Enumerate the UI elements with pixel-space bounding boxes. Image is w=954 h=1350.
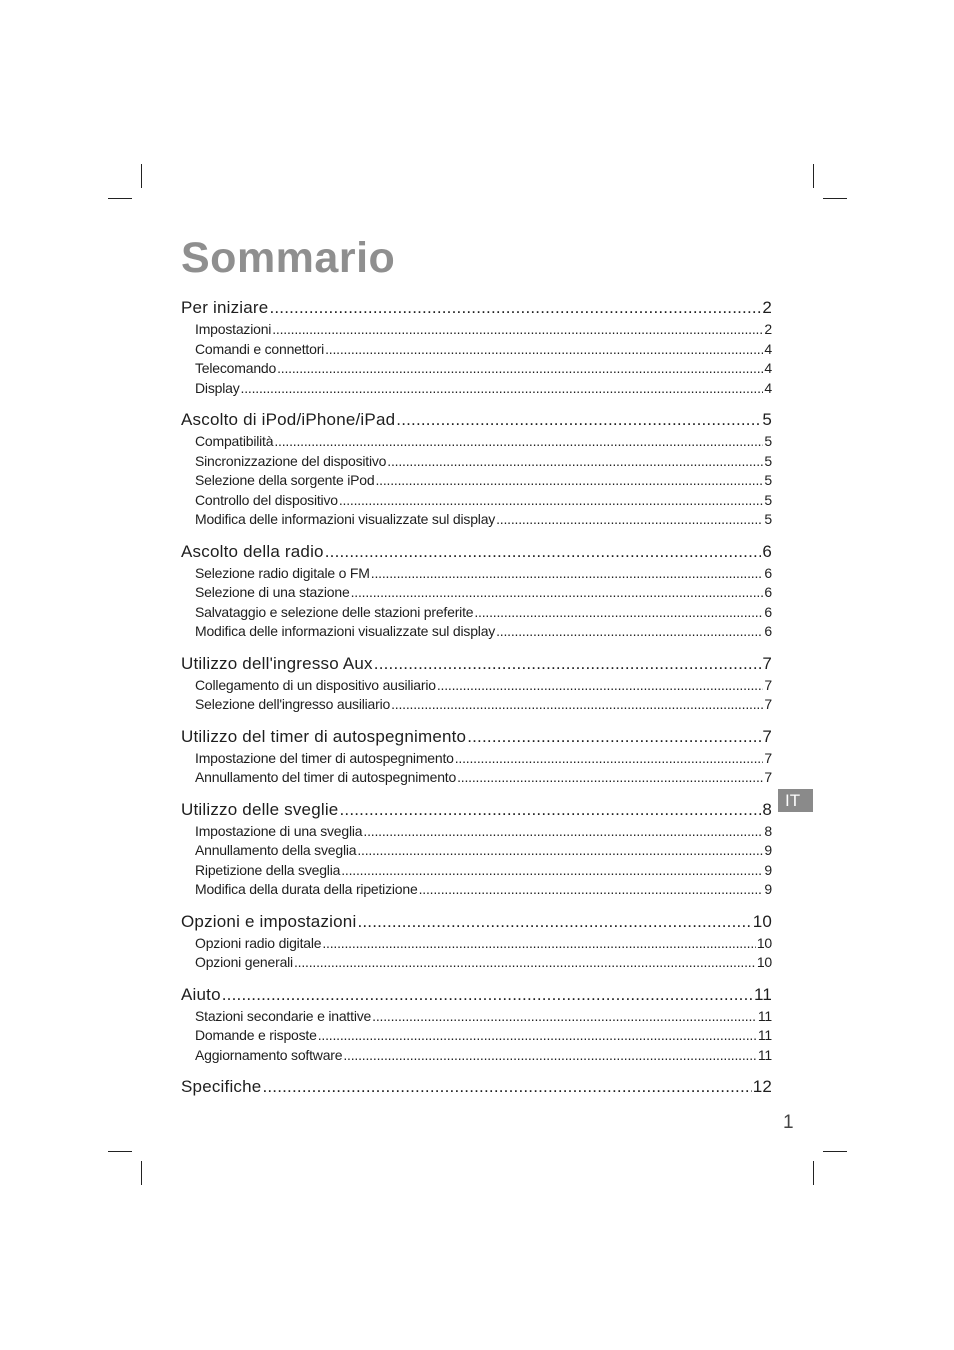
toc-section <box>181 910 772 973</box>
toc-entry[interactable] <box>195 471 772 491</box>
toc-leader-dots <box>457 768 763 788</box>
toc-section <box>181 983 772 1066</box>
toc-page-number: 8 <box>764 822 772 839</box>
toc-entry[interactable] <box>195 676 772 696</box>
toc-page-number: 7 <box>764 769 772 785</box>
toc-leader-dots <box>341 861 763 881</box>
toc-leader-dots <box>241 379 764 399</box>
crop-mark <box>813 164 814 188</box>
toc-leader-dots <box>375 471 763 491</box>
toc-entry[interactable] <box>195 768 772 788</box>
toc-page-number: 7 <box>762 653 772 673</box>
toc-entry-label: Selezione dell'ingresso ausiliario <box>195 696 391 712</box>
toc-leader-dots <box>467 725 761 749</box>
toc-entry-label: Comandi e connettori <box>195 340 325 357</box>
toc-entry[interactable] <box>195 822 772 842</box>
toc-leader-dots <box>274 432 763 452</box>
toc-entry[interactable] <box>195 695 772 715</box>
toc-entry[interactable] <box>195 359 772 379</box>
toc-leader-dots <box>474 603 763 623</box>
toc-entry-label: Selezione della sorgente iPod <box>195 472 375 488</box>
toc-leader-dots <box>339 798 761 822</box>
toc-section-title: Utilizzo del timer di autospegnimento <box>181 726 467 746</box>
toc-entry-label: Modifica delle informazioni visualizzate sul display <box>195 511 496 527</box>
toc-section-heading[interactable] <box>181 652 772 676</box>
toc-section <box>181 798 772 900</box>
toc-entry[interactable] <box>195 564 772 584</box>
toc-section <box>181 540 772 642</box>
toc-section <box>181 408 772 530</box>
toc-leader-dots <box>322 934 755 954</box>
toc-entry-label: Telecomando <box>195 360 277 376</box>
toc-page-number: 2 <box>762 298 772 317</box>
toc-section <box>181 725 772 788</box>
toc-page-number: 7 <box>762 726 772 746</box>
toc-section-heading[interactable] <box>181 1075 772 1099</box>
toc-entry-label: Display <box>195 379 240 396</box>
toc-entry[interactable] <box>195 749 772 769</box>
toc-entry[interactable] <box>195 583 772 603</box>
crop-mark <box>141 164 142 188</box>
toc-entry[interactable] <box>195 603 772 623</box>
toc-section-heading[interactable] <box>181 983 772 1007</box>
toc-leader-dots <box>325 340 763 360</box>
toc-leader-dots <box>357 910 751 934</box>
toc-leader-dots <box>294 953 756 973</box>
page-title: Sommario <box>181 234 396 282</box>
toc-section-heading[interactable] <box>181 540 772 564</box>
toc-page-number: 10 <box>756 934 772 951</box>
toc-entry[interactable] <box>195 491 772 511</box>
toc-page-number: 5 <box>764 491 772 508</box>
toc-entry[interactable] <box>195 379 772 399</box>
toc-entry[interactable] <box>195 1007 772 1027</box>
toc-page-number: 11 <box>757 1046 772 1063</box>
toc-leader-dots <box>374 652 762 676</box>
toc-page-number: 4 <box>764 360 772 376</box>
toc-entry-label: Impostazione del timer di autospegnimento <box>195 749 454 766</box>
toc-page-number: 5 <box>764 511 772 527</box>
toc-leader-dots <box>396 408 761 432</box>
toc-page-number: 6 <box>764 564 772 581</box>
crop-mark <box>108 1151 132 1152</box>
toc-leader-dots <box>269 296 761 320</box>
toc-entry-label: Collegamento di un dispositivo ausiliario <box>195 676 436 693</box>
toc-section-heading[interactable] <box>181 296 772 320</box>
toc-entry[interactable] <box>195 880 772 900</box>
toc-entry[interactable] <box>195 320 772 340</box>
toc-section <box>181 296 772 398</box>
toc-section-title: Ascolto di iPod/iPhone/iPad <box>181 410 396 429</box>
toc-page-number: 9 <box>764 861 772 878</box>
toc-leader-dots <box>262 1075 751 1099</box>
toc-entry[interactable] <box>195 861 772 881</box>
toc-leader-dots <box>277 359 763 379</box>
toc-entry-label: Compatibilità <box>195 433 274 449</box>
crop-mark <box>823 1151 847 1152</box>
toc-page-number: 11 <box>757 1007 772 1024</box>
toc-entry-label: Selezione radio digitale o FM <box>195 564 370 581</box>
toc-entry[interactable] <box>195 841 772 861</box>
toc-page-number: 6 <box>762 541 772 561</box>
toc-page-number: 4 <box>764 379 772 396</box>
crop-mark <box>823 198 847 199</box>
toc-leader-dots <box>455 749 764 769</box>
toc-section-heading[interactable] <box>181 408 772 432</box>
toc-entry-label: Salvataggio e selezione delle stazioni preferite <box>195 603 474 620</box>
toc-entry-label: Opzioni generali <box>195 954 293 970</box>
toc-leader-dots <box>363 822 763 842</box>
toc-entry[interactable] <box>195 340 772 360</box>
toc-leader-dots <box>371 564 764 584</box>
toc-entry-label: Impostazione di una sveglia <box>195 822 363 839</box>
toc-page-number: 5 <box>764 472 772 488</box>
toc-section-title: Per iniziare <box>181 298 269 317</box>
toc-page-number: 10 <box>756 954 772 970</box>
toc-page-number: 6 <box>764 584 772 600</box>
toc-leader-dots <box>272 320 763 340</box>
toc-page-number: 12 <box>752 1077 772 1096</box>
crop-mark <box>108 198 132 199</box>
toc-page-number: 9 <box>764 881 772 897</box>
toc-entry-label: Modifica della durata della ripetizione <box>195 881 418 897</box>
toc-section-title: Utilizzo dell'ingresso Aux <box>181 653 373 673</box>
toc-leader-dots <box>391 695 763 715</box>
language-tab: IT <box>778 789 813 812</box>
toc-entry[interactable] <box>195 452 772 472</box>
toc-leader-dots <box>496 510 763 530</box>
toc-leader-dots <box>357 841 763 861</box>
toc-section <box>181 652 772 715</box>
toc-page-number: 4 <box>764 340 772 357</box>
toc-section-title: Ascolto della radio <box>181 541 324 561</box>
toc-entry-label: Annullamento del timer di autospegnimento <box>195 769 457 785</box>
toc-entry[interactable] <box>195 1046 772 1066</box>
toc-entry-label: Modifica delle informazioni visualizzate sul display <box>195 623 496 639</box>
toc-leader-dots <box>318 1026 757 1046</box>
toc-entry-label: Domande e risposte <box>195 1027 317 1043</box>
crop-mark <box>813 1161 814 1185</box>
toc-section-title: Utilizzo delle sveglie <box>181 799 339 819</box>
toc-entry-label: Sincronizzazione del dispositivo <box>195 452 387 469</box>
toc-entry-label: Impostazioni <box>195 321 272 337</box>
toc-entry-label: Selezione di una stazione <box>195 584 350 600</box>
toc-section-heading[interactable] <box>181 798 772 822</box>
toc-page-number: 5 <box>764 452 772 469</box>
toc-entry-label: Stazioni secondarie e inattive <box>195 1007 372 1024</box>
toc-entry[interactable] <box>195 432 772 452</box>
toc-page-number: 2 <box>764 321 772 337</box>
toc-entry[interactable] <box>195 510 772 530</box>
toc-entry-label: Controllo del dispositivo <box>195 491 338 508</box>
toc-leader-dots <box>339 491 764 511</box>
toc-page-number: 11 <box>757 1027 772 1043</box>
toc-entry[interactable] <box>195 934 772 954</box>
toc-section-heading[interactable] <box>181 910 772 934</box>
toc-section-title: Specifiche <box>181 1077 262 1096</box>
toc-page-number: 7 <box>764 676 772 693</box>
toc-page-number: 7 <box>764 749 772 766</box>
toc-page-number: 7 <box>764 696 772 712</box>
toc-page-number: 10 <box>752 911 772 931</box>
toc-section-title: Opzioni e impostazioni <box>181 911 357 931</box>
toc-page-number: 5 <box>764 433 772 449</box>
toc-page-number: 6 <box>764 603 772 620</box>
toc-entry-label: Opzioni radio digitale <box>195 934 322 951</box>
toc-entry[interactable] <box>195 1026 772 1046</box>
toc-leader-dots <box>387 452 763 472</box>
toc-leader-dots <box>419 880 764 900</box>
toc-section-title: Aiuto <box>181 984 221 1004</box>
toc-page-number: 6 <box>764 623 772 639</box>
toc-leader-dots <box>222 983 753 1007</box>
toc-entry-label: Aggiornamento software <box>195 1046 343 1063</box>
toc-page-number: 11 <box>753 984 772 1004</box>
toc-page-number: 5 <box>762 410 772 429</box>
toc-leader-dots <box>343 1046 757 1066</box>
toc-entry-label: Annullamento della sveglia <box>195 842 357 858</box>
toc-leader-dots <box>372 1007 757 1027</box>
toc-leader-dots <box>351 583 764 603</box>
toc-section-heading[interactable] <box>181 725 772 749</box>
table-of-contents <box>181 296 772 1109</box>
page-number: 1 <box>783 1112 794 1133</box>
toc-page-number: 8 <box>762 799 772 819</box>
toc-leader-dots <box>325 540 762 564</box>
toc-entry-label: Ripetizione della sveglia <box>195 861 341 878</box>
toc-leader-dots <box>496 622 763 642</box>
toc-page-number: 9 <box>764 842 772 858</box>
toc-entry[interactable] <box>195 953 772 973</box>
toc-section <box>181 1075 772 1099</box>
crop-mark <box>141 1161 142 1185</box>
toc-entry[interactable] <box>195 622 772 642</box>
toc-leader-dots <box>437 676 764 696</box>
